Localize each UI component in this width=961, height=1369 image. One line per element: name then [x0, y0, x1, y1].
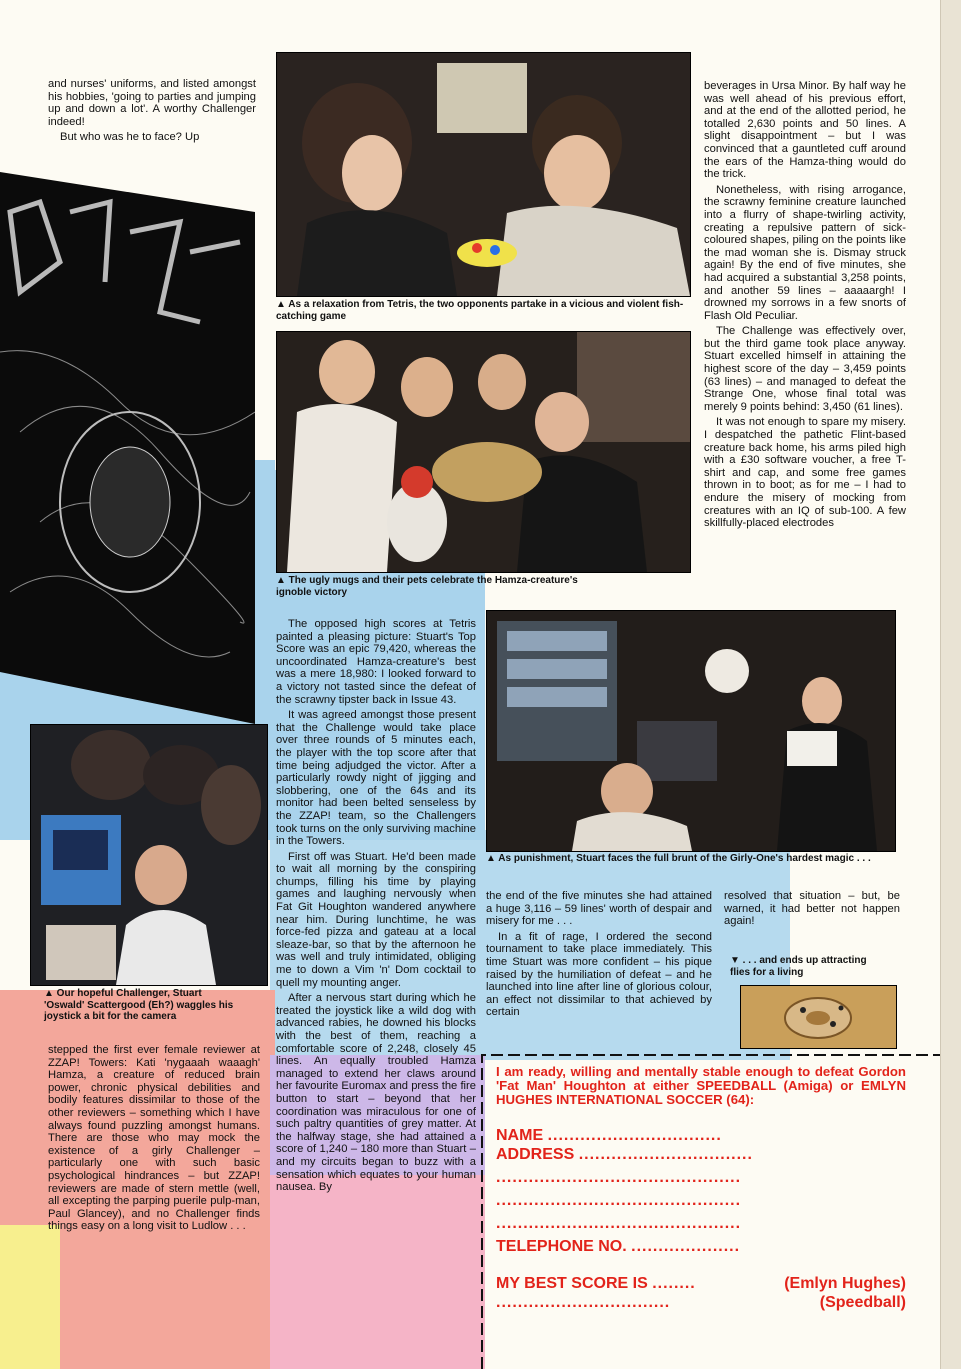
left-bottom-text [48, 1044, 260, 1236]
entry-coupon [486, 1057, 916, 1342]
score-row [496, 1274, 906, 1293]
right-column-text [704, 80, 906, 533]
address-label: ADDRESS [496, 1145, 575, 1163]
caption-celebration: ▲ The ugly mugs and their pets celebrate the Hamza-creature's ignoble victory [276, 575, 578, 598]
left-top-text [48, 78, 256, 147]
tetris-screen-image [0, 172, 255, 724]
right-paragraph-7: resolved that situation – but, be warned, it had better not happen again! [724, 890, 900, 928]
left-top-paragraph: and nurses' uniforms, and listed amongst his hobbies, 'going to parties and jumping up and down a lot'. A worthy Challenger indeed! [48, 78, 256, 128]
flies-image [741, 986, 896, 1048]
address-row [496, 1145, 906, 1164]
celebration-image [277, 332, 690, 572]
score-field-emlyn[interactable]: ........ [652, 1274, 696, 1292]
middle-paragraph-1: The opposed high scores at Tetris painted a pleasing picture: Stuart's Top Score was an epic 79,420, whereas the uncoordinated Hamza-creature's best was a mere 18,980: I looked forward to a victory not tasted since the defeat of the scrawny tipster back in Issue 43. [276, 618, 476, 706]
coupon-heading: I am ready, willing and mentally stable enough to defeat Gordon 'Fat Man' Houghton at either SPEEDBALL (Amiga) or EMLYN HUGHES INTERNATIONAL SOCCER (64): [496, 1064, 906, 1108]
right-paragraph-4: It was not enough to spare my misery. I despatched the pathetic Flint-based creature back home, his arms piled high with a £30 software voucher, a free T-shirt and cap, and some free games thrown in to boot; as for me – I had to endure the misery of mocking from creatures with an IQ of sub-100. A few skillfully-placed electrodes [704, 416, 906, 530]
left-top-paragraph-2: But who was he to face? Up [60, 131, 200, 144]
address-line-4[interactable]: ............................................. [496, 1214, 742, 1232]
middle-paragraph-2: It was agreed amongst those present that the Challenge would take place over three rounds of 5 minutes each, the player with the top score after that time being adjudged the victor. After a particularly rowdy night of jigging and slobbering, one of the 64s and its monitor had been belted senseless by the ZZAP! team, so the Challengers took turns on the only surviving machine in the Towers. [276, 709, 476, 848]
right-paragraph-5: the end of the five minutes she had attained a huge 3,116 – 59 lines' worth of despair and misery for me . . . [486, 890, 712, 928]
middle-column-text [276, 618, 476, 1197]
page-edge-strip [940, 0, 961, 1369]
right-paragraph-3: The Challenge was effectively over, but the third game took place anyway. Stuart excelled himself in attaining the highest score of the day – 3,459 points (63 lines) – and managed to defeat the Strange One, whose final total was merely 9 points behind: 3,450 (61 lines). [704, 325, 906, 413]
caption-fish-game: ▲ As a relaxation from Tetris, the two opponents partake in a vicious and violent fish-catching game [276, 299, 684, 322]
yellow-background-block [0, 1225, 60, 1369]
magic-image [487, 611, 895, 851]
address-line-3[interactable]: ............................................. [496, 1191, 742, 1209]
right-paragraph-1: beverages in Ursa Minor. By half way he was well ahead of his previous effort, and at the end of the allotted period, he totalled 2,630 points and 50 lines. A slight disappointment – but I was convinced that a gauntleted cuff around the ears of the Hamza-thing would do the trick. [704, 80, 906, 181]
caption-flies: ▼ . . . and ends up attracting flies for a living [730, 955, 867, 978]
left-bottom-paragraph: stepped the first ever female reviewer at ZZAP! Towers: Kati 'nygaaah waaagh' Hamza, a creature of reduced brain power, chronic physical debilities and bodily features dissimilar to those of the other reviewers – something which I have always found puzzling amongst humans. There are those who may mock the existence of a girly Challenger – particularly one with such basic psychological hindrances – but ZZAP! reviewers are made of stern mettle (well, all excepting the parping puerile pulp-man, Paul Glancey), and no Challenger finds things easy on a long visit to Ludlow . . . [48, 1044, 260, 1233]
right-paragraph-2: Nonetheless, with rising arrogance, the scrawny feminine creature launched into a flurry of shape-twirling activity, creating a repulsive pattern of sick-coloured shapes, piling on the points like the mad woman she is. Dismay struck again! By the end of five minutes, she had acquired a substantial 3,258 points, and another 59 lines – aaaaargh! I drowned my sorrows in a few snorts of Flash Old Peculiar. [704, 183, 906, 322]
photo-flies [740, 985, 897, 1049]
caption-magic: ▲ As punishment, Stuart faces the full brunt of the Girly-One's hardest magic . . . [486, 853, 871, 864]
stuart-photo-image [31, 725, 267, 985]
middle-paragraph-3: First off was Stuart. He'd been made to wait all morning by the conspiring chumps, filling his time by playing games and laughing nervously when Fat Git Houghton wandered anywhere near him. During lunchtime, he was force-fed pizza and gateau at a local sleaze-bar, so that by the afternoon he was well and truly intimidated, obliging me to down a Vim 'n' Dom cocktail to quell my mounting anger. [276, 850, 476, 989]
telephone-label: TELEPHONE NO. [496, 1237, 627, 1255]
photo-fish-game [276, 52, 691, 297]
fish-game-image [277, 53, 690, 296]
name-row [496, 1126, 906, 1145]
tetris-screen-photo [0, 172, 255, 724]
lower-text-column-a [486, 890, 712, 1022]
score-option-emlyn: (Emlyn Hughes) [784, 1274, 906, 1292]
score-label: MY BEST SCORE IS [496, 1274, 648, 1292]
middle-paragraph-4: After a nervous start during which he treated the joystick like a wild dog with advanced rabies, he downed his blocks with the best of them, reaching a comfortable score of 2,248, closely 45 lines. An equally troubled Hamza managed to extend her claws around her favourite Euromax and press the fire button to start – beyond that her coordination was miraculous for one of such paltry quantities of grey matter. At the halfway stage, she had attained a score of 1,240 – 180 more than Stuart – and my circuits began to buzz with a sensation which equates to your human nausea. By [276, 992, 476, 1194]
name-label: NAME [496, 1126, 544, 1144]
right-paragraph-6: In a fit of rage, I ordered the second tournament to take place immediately. This time Stuart was more confident – his pique raised by the humiliation of defeat – and he launched into line after line of glorious colour, an effect not dissimilar to that achieved by certain [486, 930, 712, 1019]
photo-challenger-stuart [30, 724, 268, 986]
pink-background-block-lower [270, 1170, 485, 1369]
score-option-speedball: (Speedball) [819, 1293, 906, 1311]
caption-stuart: ▲ Our hopeful Challenger, Stuart 'Oswald' Scattergood (Eh?) waggles his joystick a bit for the camera [44, 988, 234, 1022]
score-field-speedball[interactable]: ................................ [496, 1293, 671, 1311]
photo-celebration [276, 331, 691, 573]
address-line-2[interactable]: ............................................. [496, 1168, 742, 1186]
score-row-2 [496, 1293, 906, 1312]
lower-text-column-b [724, 890, 900, 931]
photo-magic [486, 610, 896, 852]
telephone-field[interactable]: .................... [631, 1237, 741, 1255]
address-field[interactable]: ................................ [578, 1145, 753, 1163]
name-field[interactable]: ................................ [547, 1126, 722, 1144]
telephone-row [496, 1237, 906, 1256]
